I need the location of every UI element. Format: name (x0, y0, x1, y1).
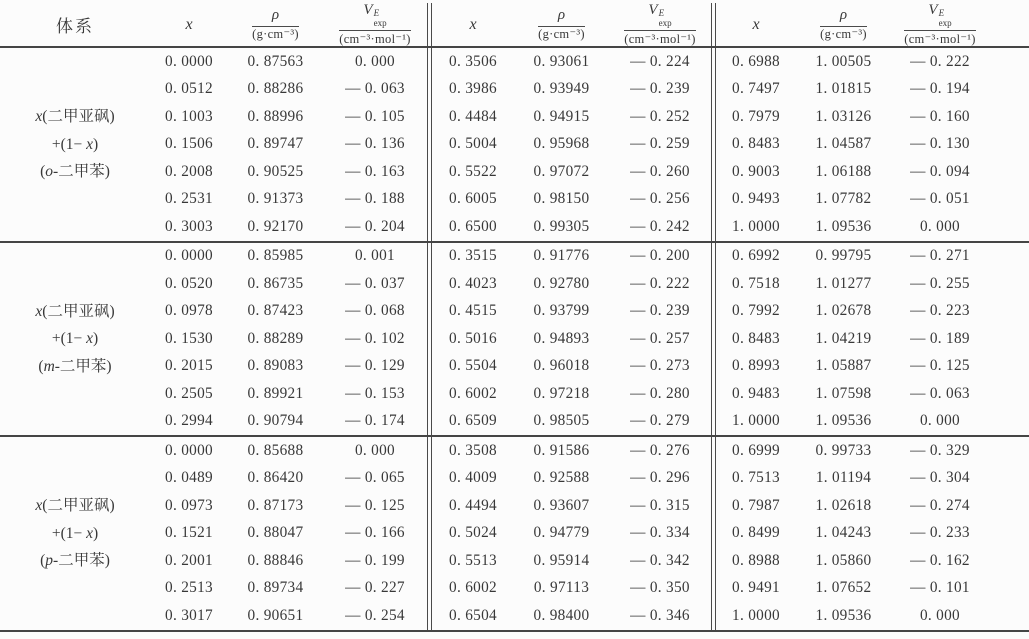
table-cell: 0. 000 (919, 606, 961, 624)
table-cell: 0. 0973 (165, 496, 213, 514)
table-block-o-xylene (0, 48, 1029, 243)
table-block-m-xylene (0, 243, 1029, 438)
table-cell: 0. 9491 (732, 579, 780, 597)
system-label-segment: ) (93, 330, 99, 347)
col-header-density (796, 3, 891, 46)
fraction-denominator: (g·cm⁻³) (252, 27, 299, 42)
table-cell: 0. 0000 (165, 247, 213, 265)
table-cell: 0. 000 (919, 412, 961, 430)
table-cell: 0. 000 (354, 441, 396, 459)
fraction-numerator (820, 7, 867, 27)
v-symbol: V (928, 2, 938, 19)
table-cell: 0. 99733 (815, 441, 872, 459)
fraction-numerator (904, 2, 976, 31)
table-cell: 0. 0520 (165, 274, 213, 292)
table-cell: — 0. 223 (910, 302, 970, 320)
table-cell: — 0. 200 (630, 247, 690, 265)
table-cell: 1. 09536 (815, 412, 872, 430)
table-cell: 0. 3986 (449, 80, 497, 98)
table-cell: 1. 0000 (732, 412, 780, 430)
table-cell: 0. 87173 (247, 496, 304, 514)
system-label-segment: ) (93, 524, 99, 542)
table-cell: 0. 1530 (165, 329, 213, 347)
table-cell: 0. 98505 (533, 412, 590, 430)
system-label-segment: x (35, 108, 43, 125)
table-cell: 0. 2015 (165, 357, 213, 375)
table-cell: 0. 89921 (247, 384, 304, 402)
system-label (0, 243, 150, 436)
table-cell: — 0. 153 (345, 384, 405, 402)
table-cell: — 0. 224 (630, 52, 690, 70)
table-cell: 0. 97113 (533, 579, 590, 597)
table-cell: 0. 5513 (449, 551, 497, 569)
table-cell: 1. 0000 (732, 217, 780, 235)
table-cell: 0. 93949 (533, 80, 590, 98)
density-excess-volume-table (0, 3, 1029, 632)
table-cell: 1. 04243 (815, 524, 872, 542)
table-cell: 0. 87423 (247, 302, 304, 320)
table-cell: — 0. 063 (345, 80, 405, 98)
col-header-x: x (469, 15, 477, 33)
table-cell: 0. 3017 (165, 606, 213, 624)
table-cell: 0. 6500 (449, 217, 497, 235)
table-cell: 1. 01277 (815, 274, 872, 292)
table-cell: — 0. 350 (630, 579, 690, 597)
fraction-numerator (538, 7, 585, 27)
table-cell: — 0. 204 (345, 217, 405, 235)
table-cell: — 0. 063 (910, 384, 970, 402)
v-superscript: E (938, 8, 945, 19)
table-cell: — 0. 334 (630, 524, 690, 542)
table-cell: 0. 2994 (165, 412, 213, 430)
table-cell: 1. 0000 (732, 606, 780, 624)
v-supsub (374, 9, 387, 28)
system-label-segment: ( (38, 357, 44, 375)
table-cell: — 0. 242 (630, 217, 690, 235)
table-cell: — 0. 315 (630, 496, 690, 514)
table-cell: 0. 92588 (533, 469, 590, 487)
table-cell: 0. 97218 (533, 384, 590, 402)
table-cell: — 0. 329 (910, 441, 970, 459)
table-cell: 0. 97072 (533, 162, 590, 180)
fraction-numerator (339, 2, 411, 31)
table-block-p-xylene (0, 437, 1029, 632)
table-cell: — 0. 102 (345, 329, 405, 347)
system-label-line (35, 298, 114, 326)
table-cell: 0. 000 (354, 52, 396, 70)
table-cell: 0. 88289 (247, 329, 304, 347)
table-cell: — 0. 065 (345, 469, 405, 487)
table-cell: 0. 90525 (247, 162, 304, 180)
table-cell: 0. 5024 (449, 524, 497, 542)
table-cell: 0. 94893 (533, 329, 590, 347)
table-cell: — 0. 125 (345, 496, 405, 514)
table-cell: 0. 9483 (732, 384, 780, 402)
table-cell: 0. 2513 (165, 579, 213, 597)
table-cell: — 0. 125 (910, 357, 970, 375)
table-cell: 1. 05860 (815, 551, 872, 569)
col-header-x: x (752, 15, 760, 33)
table-cell: 0. 3506 (449, 52, 497, 70)
table-cell: 1. 09536 (815, 217, 872, 235)
table-cell: 0. 6999 (732, 441, 780, 459)
col-header-excess-volume (891, 3, 1029, 46)
table-cell: 0. 93061 (533, 52, 590, 70)
table-cell: 1. 07782 (815, 190, 872, 208)
table-cell: — 0. 227 (345, 579, 405, 597)
system-label (0, 48, 150, 241)
system-label-segment: -二甲苯) (53, 163, 110, 180)
excess-volume-fraction (339, 2, 411, 46)
v-superscript: E (373, 8, 380, 19)
table-cell: 1. 07652 (815, 579, 872, 597)
table-cell: 0. 98400 (533, 606, 590, 624)
table-cell: — 0. 296 (630, 469, 690, 487)
table-cell: — 0. 257 (630, 329, 690, 347)
system-label-line (40, 547, 110, 575)
table-cell: 0. 001 (354, 247, 396, 265)
v-symbol: V (363, 2, 373, 19)
table-cell: — 0. 271 (910, 247, 970, 265)
table-cell: — 0. 280 (630, 384, 690, 402)
table-cell: 0. 2505 (165, 384, 213, 402)
table-cell: 0. 4494 (449, 496, 497, 514)
table-cell: 0. 9003 (732, 162, 780, 180)
table-cell: 1. 05887 (815, 357, 872, 375)
table-cell: 0. 6002 (449, 384, 497, 402)
table-cell: 0. 6992 (732, 247, 780, 265)
table-cell: 0. 95914 (533, 551, 590, 569)
table-cell: 0. 6504 (449, 606, 497, 624)
system-label-segment: o (45, 163, 54, 180)
col-header-excess-volume (609, 3, 711, 46)
table-cell: 0. 0978 (165, 302, 213, 320)
table-cell: — 0. 239 (630, 80, 690, 98)
table-cell: 0. 86420 (247, 469, 304, 487)
table-header (0, 3, 1029, 48)
table-cell: — 0. 342 (630, 551, 690, 569)
system-label-line (35, 492, 114, 520)
system-label-segment: x (86, 330, 93, 347)
system-label-segment: x (86, 524, 93, 542)
table-cell: 0. 5522 (449, 162, 497, 180)
v-superscript: E (658, 8, 665, 19)
table-cell: — 0. 233 (910, 524, 970, 542)
table-cell: 0. 8499 (732, 524, 780, 542)
table-cell: 0. 7992 (732, 302, 780, 320)
table-cell: 0. 1003 (165, 107, 213, 125)
table-cell: 0. 94779 (533, 524, 590, 542)
table-cell: — 0. 105 (345, 107, 405, 125)
table-cell: — 0. 255 (910, 274, 970, 292)
table-cell: 0. 94915 (533, 107, 590, 125)
v-subscript: exp (938, 17, 952, 28)
table-cell: 0. 99795 (815, 247, 872, 265)
table-cell: 0. 0512 (165, 80, 213, 98)
system-label-line (35, 103, 114, 131)
system-label-segment: x (35, 497, 43, 514)
table-cell: — 0. 166 (345, 524, 405, 542)
table-cell: — 0. 094 (910, 162, 970, 180)
table-cell: 0. 98150 (533, 190, 590, 208)
table-cell: 1. 04587 (815, 135, 872, 153)
system-label-segment: +(1− (51, 135, 87, 153)
table-cell: 1. 00505 (815, 52, 872, 70)
table-cell: 0. 85985 (247, 247, 304, 265)
table-cell: 0. 4515 (449, 302, 497, 320)
table-cell: 0. 93607 (533, 496, 590, 514)
table-cell: — 0. 160 (910, 107, 970, 125)
table-cell: 0. 3508 (449, 441, 497, 459)
table-cell: — 0. 239 (630, 302, 690, 320)
v-supsub (659, 9, 672, 28)
system-label-line (40, 158, 110, 186)
table-cell: — 0. 188 (345, 190, 405, 208)
table-cell: 0. 92780 (533, 274, 590, 292)
table-cell: 0. 6988 (732, 52, 780, 70)
fraction-denominator: (cm⁻³·mol⁻¹) (339, 31, 411, 46)
table-cell: 0. 93799 (533, 302, 590, 320)
system-label-segment: (二甲亚砜) (42, 302, 115, 320)
table-cell: 0. 1521 (165, 524, 213, 542)
table-cell: — 0. 130 (910, 135, 970, 153)
table-cell: 0. 99305 (533, 217, 590, 235)
table-cell: 0. 2008 (165, 162, 213, 180)
table-cell: 0. 6509 (449, 412, 497, 430)
density-fraction (252, 7, 299, 42)
table-cell: — 0. 260 (630, 162, 690, 180)
system-column-header: 体系 (56, 17, 94, 36)
table-cell: 0. 7513 (732, 469, 780, 487)
system-label-segment: +(1− (51, 330, 87, 347)
table-cell: 0. 8483 (732, 135, 780, 153)
fraction-denominator: (cm⁻³·mol⁻¹) (624, 31, 696, 46)
table-cell: — 0. 252 (630, 107, 690, 125)
col-header-density (514, 3, 609, 46)
table-cell: 0. 9493 (732, 190, 780, 208)
rho-symbol: ρ (557, 7, 566, 24)
table-cell: 1. 02618 (815, 496, 872, 514)
table-cell: 0. 0000 (165, 441, 213, 459)
table-body (0, 48, 1029, 632)
system-label-segment: x (35, 302, 43, 320)
table-cell: 0. 000 (919, 217, 961, 235)
table-cell: 0. 7987 (732, 496, 780, 514)
table-cell: — 0. 276 (630, 441, 690, 459)
table-cell: 0. 3003 (165, 217, 213, 235)
system-label (0, 437, 150, 630)
table-cell: 1. 06188 (815, 162, 872, 180)
table-cell: 0. 2001 (165, 551, 213, 569)
v-subscript: exp (373, 17, 387, 28)
table-cell: 0. 96018 (533, 357, 590, 375)
table-cell: 0. 5504 (449, 357, 497, 375)
table-cell: 0. 88047 (247, 524, 304, 542)
table-cell: — 0. 199 (345, 551, 405, 569)
table-cell: 0. 7497 (732, 80, 780, 98)
system-label-segment: x (86, 135, 93, 153)
system-label-segment: ( (40, 552, 46, 569)
table-cell: 0. 88846 (247, 551, 304, 569)
col-header-x: x (185, 15, 193, 33)
table-cell: — 0. 136 (345, 135, 405, 153)
table-cell: — 0. 189 (910, 329, 970, 347)
table-cell: 0. 91373 (247, 190, 304, 208)
system-label-line (52, 520, 98, 548)
table-cell: 0. 95968 (533, 135, 590, 153)
rho-symbol: ρ (839, 7, 848, 24)
density-fraction (538, 7, 585, 42)
table-cell: 0. 7518 (732, 274, 780, 292)
table-cell: 0. 0000 (165, 52, 213, 70)
table-cell: 0. 5016 (449, 329, 497, 347)
table-cell: 0. 89083 (247, 357, 304, 375)
fraction-denominator: (g·cm⁻³) (538, 27, 585, 42)
rho-symbol: ρ (271, 7, 280, 24)
table-cell: 0. 8988 (732, 551, 780, 569)
v-symbol: V (648, 2, 658, 19)
table-cell: — 0. 222 (910, 52, 970, 70)
table-cell: 0. 6002 (449, 579, 497, 597)
system-label-segment: p (45, 552, 54, 569)
table-cell: 0. 3515 (449, 247, 497, 265)
excess-volume-fraction (624, 2, 696, 46)
table-cell: 0. 88286 (247, 80, 304, 98)
table-cell: — 0. 194 (910, 80, 970, 98)
table-cell: — 0. 273 (630, 357, 690, 375)
table-cell: 0. 90651 (247, 606, 304, 624)
table-cell: 1. 01815 (815, 80, 872, 98)
table-cell: 1. 01194 (815, 469, 872, 487)
table-cell: 0. 1506 (165, 135, 213, 153)
table-cell: — 0. 279 (630, 412, 690, 430)
fraction-denominator: (cm⁻³·mol⁻¹) (904, 31, 976, 46)
table-cell: — 0. 346 (630, 606, 690, 624)
system-label-segment: m (43, 357, 55, 375)
table-cell: 0. 5004 (449, 135, 497, 153)
table-cell: 1. 02678 (815, 302, 872, 320)
table-cell: 0. 4484 (449, 107, 497, 125)
system-label-segment: ) (93, 135, 99, 153)
table-cell: — 0. 037 (345, 274, 405, 292)
table-cell: 0. 85688 (247, 441, 304, 459)
table-cell: 0. 91586 (533, 441, 590, 459)
table-cell: 0. 8993 (732, 357, 780, 375)
fraction-denominator: (g·cm⁻³) (820, 27, 867, 42)
table-cell: 0. 2531 (165, 190, 213, 208)
table-cell: 0. 89734 (247, 579, 304, 597)
system-label-segment: (二甲亚砜) (42, 497, 115, 514)
table-cell: 1. 07598 (815, 384, 872, 402)
table-cell: — 0. 162 (910, 551, 970, 569)
table-cell: — 0. 068 (345, 302, 405, 320)
fraction-numerator (624, 2, 696, 31)
system-label-line (52, 325, 98, 353)
table-cell: 0. 87563 (247, 52, 304, 70)
table-cell: — 0. 304 (910, 469, 970, 487)
table-cell: 0. 6005 (449, 190, 497, 208)
table-cell: 1. 09536 (815, 606, 872, 624)
table-cell: 0. 0489 (165, 469, 213, 487)
system-label-segment: +(1− (51, 524, 87, 542)
table-cell: — 0. 174 (345, 412, 405, 430)
density-fraction (820, 7, 867, 42)
table-cell: — 0. 129 (345, 357, 405, 375)
table-cell: — 0. 051 (910, 190, 970, 208)
system-label-line (52, 131, 98, 159)
excess-volume-fraction (904, 2, 976, 46)
table-cell: 0. 8483 (732, 329, 780, 347)
table-cell: — 0. 222 (630, 274, 690, 292)
table-cell: — 0. 256 (630, 190, 690, 208)
table-cell: 0. 92170 (247, 217, 304, 235)
system-label-segment: (二甲亚砜) (42, 108, 115, 125)
system-label-segment: -二甲苯) (53, 552, 110, 569)
table-cell: 0. 91776 (533, 247, 590, 265)
table-cell: — 0. 274 (910, 496, 970, 514)
table-cell: 0. 7979 (732, 107, 780, 125)
v-supsub (939, 9, 952, 28)
table-cell: — 0. 259 (630, 135, 690, 153)
table-cell: 1. 04219 (815, 329, 872, 347)
table-cell: 0. 86735 (247, 274, 304, 292)
table-cell: — 0. 163 (345, 162, 405, 180)
table-cell: 0. 4023 (449, 274, 497, 292)
col-header-excess-volume (323, 3, 427, 46)
system-label-segment: -二甲苯) (54, 357, 112, 375)
table-cell: — 0. 254 (345, 606, 405, 624)
table-cell: 0. 88996 (247, 107, 304, 125)
col-header-density (228, 3, 323, 46)
table-cell: 0. 89747 (247, 135, 304, 153)
system-label-segment: ( (40, 163, 46, 180)
table-cell: — 0. 101 (910, 579, 970, 597)
system-label-line (38, 353, 111, 381)
table-cell: 0. 90794 (247, 412, 304, 430)
v-subscript: exp (658, 17, 672, 28)
fraction-numerator (252, 7, 299, 27)
table-cell: 0. 4009 (449, 469, 497, 487)
table-cell: 1. 03126 (815, 107, 872, 125)
